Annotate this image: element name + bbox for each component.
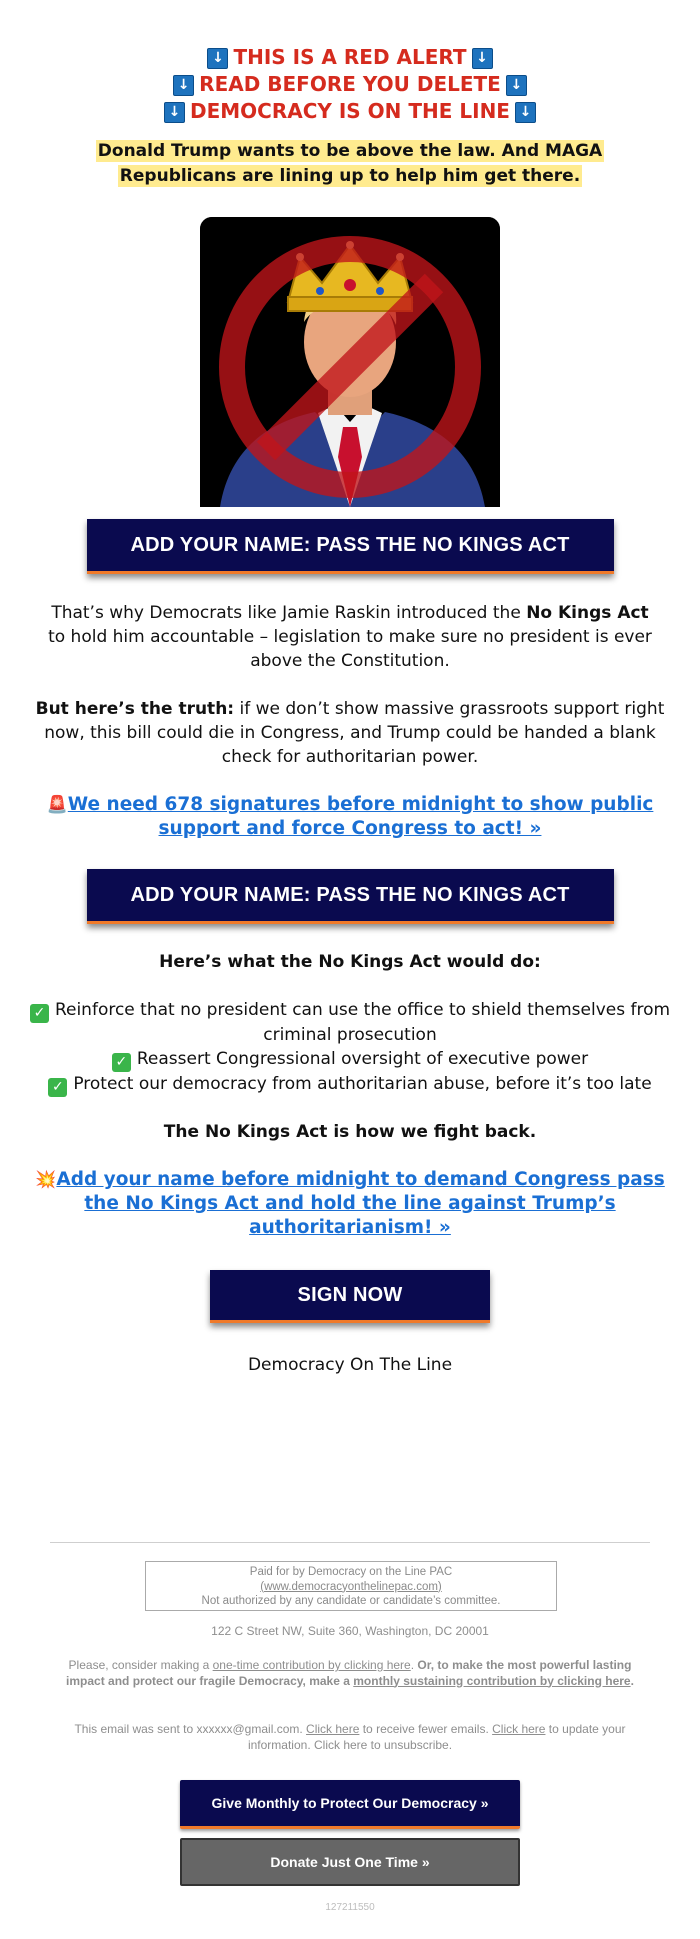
update-info-link[interactable]: Click here [492, 1722, 546, 1736]
email-code: 127211550 [325, 1902, 375, 1913]
alert-line-1 [0, 44, 700, 71]
check-item [20, 998, 680, 1047]
email-notice [60, 1722, 640, 1753]
paid-line-1: Paid for by Democracy on the Line PAC [249, 1566, 453, 1578]
email-text: This email was sent to xxxxxx@gmail.com. [74, 1722, 307, 1736]
checkmark-icon: ✓ [30, 1004, 49, 1023]
check-text: Reassert Congressional oversight of executive power [136, 1049, 589, 1069]
give-monthly-button[interactable]: Give Monthly to Protect Our Democracy » [180, 1780, 520, 1829]
check-item [20, 1047, 680, 1072]
demand-congress-link[interactable]: Add your name before midnight to demand Congress pass the No Kings Act and hold the line against Trump’s authoritarianism! » [56, 1169, 665, 1238]
signatures-link-paragraph [30, 793, 670, 841]
contrib-text: Please, consider making a [68, 1658, 213, 1672]
signature: Democracy On The Line [247, 1355, 453, 1375]
fight-back-heading: The No Kings Act is how we fight back. [163, 1122, 537, 1142]
pac-website-link[interactable]: (www.democracyonthelinepac.com) [260, 1580, 442, 1593]
no-kings-illustration [200, 217, 500, 507]
contrib-text: . [410, 1658, 418, 1672]
email-text: to update your information. Click here to unsubscribe. [247, 1722, 626, 1752]
email-text: to receive fewer emails. [359, 1722, 493, 1736]
checkmark-icon: ✓ [112, 1053, 131, 1072]
add-your-name-button[interactable]: ADD YOUR NAME: PASS THE NO KINGS ACT [87, 519, 614, 574]
contrib-bold-text: Or, to make the most powerful lasting impact and protect our fragile Democracy, make a [66, 1658, 632, 1688]
no-kings-act-bold: No Kings Act [526, 603, 649, 623]
siren-icon: 🚨 [46, 795, 68, 815]
down-arrow-icon: ↓ [207, 48, 228, 69]
paragraph-truth [20, 697, 680, 769]
down-arrow-icon: ↓ [506, 75, 527, 96]
signatures-link[interactable]: We need 678 signatures before midnight to show public support and force Congress to act! » [67, 794, 654, 839]
contribution-text [60, 1658, 640, 1689]
footer-divider [50, 1542, 650, 1543]
alert-header [0, 0, 700, 125]
one-time-contribution-link[interactable]: one-time contribution by clicking here [212, 1658, 411, 1672]
paragraph-text: to hold him accountable – legislation to make sure no president is ever above the Constitution. [48, 627, 652, 671]
check-text: Reinforce that no president can use the office to shield themselves from criminal prosecution [54, 1000, 671, 1045]
donate-one-time-button[interactable]: Donate Just One Time » [180, 1838, 520, 1886]
highlight-line-1: Donald Trump wants to be above the law. And MAGA [97, 141, 603, 161]
checkmark-icon: ✓ [48, 1078, 67, 1097]
demand-link-paragraph [30, 1168, 670, 1240]
collision-icon: 💥 [35, 1170, 57, 1190]
check-text: Protect our democracy from authoritarian abuse, before it’s too late [73, 1074, 652, 1094]
down-arrow-icon: ↓ [164, 102, 185, 123]
paid-line-3: Not authorized by any candidate or candidate’s committee. [201, 1595, 501, 1607]
down-arrow-icon: ↓ [472, 48, 493, 69]
alert-line-3 [0, 98, 700, 125]
alert-text: DEMOCRACY IS ON THE LINE [190, 99, 510, 123]
down-arrow-icon: ↓ [173, 75, 194, 96]
footer-address: 122 C Street NW, Suite 360, Washington, DC 20001 [211, 1624, 489, 1638]
alert-line-2 [0, 71, 700, 98]
add-your-name-button-2[interactable]: ADD YOUR NAME: PASS THE NO KINGS ACT [87, 869, 614, 924]
check-item [20, 1072, 680, 1097]
act-heading: Here’s what the No Kings Act would do: [159, 952, 541, 972]
fewer-emails-link[interactable]: Click here [306, 1722, 360, 1736]
truth-bold: But here’s the truth: [35, 699, 235, 719]
check-list [20, 998, 680, 1097]
hero-image[interactable] [200, 217, 500, 507]
paid-for-box [145, 1561, 557, 1611]
paragraph-raskin [20, 601, 680, 673]
highlighted-intro [70, 139, 630, 189]
alert-text: READ BEFORE YOU DELETE [199, 72, 501, 96]
paragraph-text: That’s why Democrats like Jamie Raskin introduced the [51, 603, 527, 623]
down-arrow-icon: ↓ [515, 102, 536, 123]
monthly-contribution-link[interactable]: monthly sustaining contribution by clicking here [353, 1673, 631, 1688]
paragraph-text: if we don’t show massive grassroots support right now, this bill could die in Congress, and Trump could be handed a blank check for authoritarian power. [44, 699, 665, 767]
contrib-text: . [630, 1673, 634, 1688]
sign-now-button[interactable]: SIGN NOW [210, 1270, 490, 1323]
alert-text: THIS IS A RED ALERT [233, 45, 467, 69]
highlight-line-2: Republicans are lining up to help him get there. [119, 166, 581, 186]
